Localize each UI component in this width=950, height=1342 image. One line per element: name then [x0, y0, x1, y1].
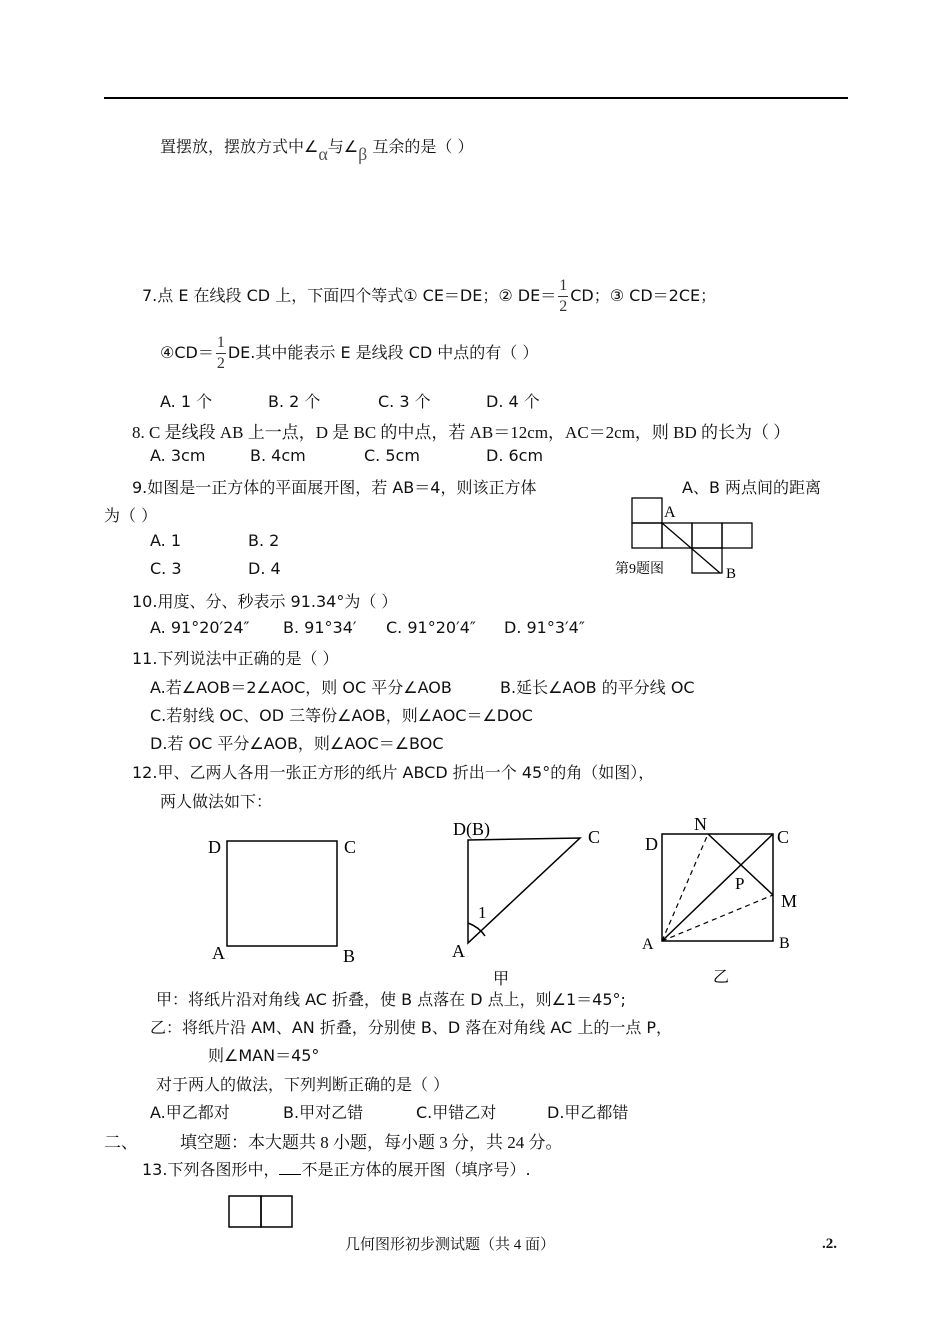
jia-label-a: A — [452, 941, 465, 961]
yi-dashed-an — [662, 834, 708, 941]
q7-option-d: D. 4 个 — [486, 392, 540, 411]
net-square-4 — [722, 523, 752, 548]
q9-option-b: B. 2 — [248, 531, 280, 550]
q8-option-c: C. 5cm — [364, 446, 420, 465]
q6-text-post: 互余的是（ ） — [367, 137, 474, 156]
q12-option-c: C.甲错乙对 — [416, 1103, 497, 1122]
q12-line1: 12.甲、乙两人各用一张正方形的纸片 ABCD 折出一个 45°的角（如图）， — [132, 763, 655, 782]
q12-jia-method: 甲：将纸片沿对角线 AC 折叠，使 B 点落在 D 点上，则∠1＝45°; — [156, 990, 626, 1009]
frac-num: 1 — [216, 334, 225, 351]
yi-dashed-am — [662, 895, 773, 941]
q12-yi-method-1: 乙：将纸片沿 AM、AN 折叠，分别使 B、D 落在对角线 AC 上的一点 P， — [150, 1018, 673, 1037]
yi-label-a: A — [642, 936, 654, 953]
yi-caption: 乙 — [713, 969, 730, 986]
q13-text — [142, 1157, 531, 1180]
q12-yi-figure — [636, 812, 812, 986]
q7-fraction-2 — [216, 335, 226, 372]
q13-square-1 — [229, 1196, 261, 1227]
frac-den: 2 — [559, 298, 568, 315]
q12-option-a: A.甲乙都对 — [150, 1103, 230, 1122]
q12-yi-method-2: 则∠MAN＝45° — [208, 1046, 320, 1065]
q9-figure-caption: 第9题图 — [615, 562, 664, 577]
yi-label-d: D — [645, 834, 658, 854]
q9-option-a: A. 1 — [150, 531, 182, 550]
yi-label-m: M — [781, 891, 798, 911]
frac-num: 1 — [559, 277, 568, 294]
q13-text-post: 不是正方体的展开图（填序号）. — [301, 1160, 531, 1179]
section2-number: 二、 — [104, 1133, 138, 1152]
square-label-c: C — [344, 837, 357, 857]
q7-line2-post: DE.其中能表示 E 是线段 CD 中点的有（ ） — [227, 343, 539, 362]
q6-text-mid: 与∠ — [327, 137, 359, 156]
q7-option-b: B. 2 个 — [268, 392, 321, 411]
net-square-bottom — [692, 548, 722, 573]
q8-option-b: B. 4cm — [250, 446, 306, 465]
q13-answer-blank — [279, 1160, 301, 1175]
q12-line2: 两人做法如下： — [160, 792, 273, 811]
q13-text-pre: 13.下列各图形中， — [142, 1160, 280, 1179]
q11-text: 11.下列说法中正确的是（ ） — [132, 649, 339, 668]
q9-line1-right: A、B 两点间的距离 — [682, 478, 822, 497]
q9-cube-net-figure — [612, 494, 762, 582]
jia-folded-triangle — [468, 838, 580, 943]
q12-jia-figure — [448, 812, 618, 988]
q10-option-c: C. 91°20′4″ — [386, 618, 476, 637]
q7-line2 — [160, 335, 538, 372]
q9-option-d: D. 4 — [248, 559, 281, 578]
jia-caption: 甲 — [493, 971, 510, 988]
q7-line1-post: CD；③ CD＝2CE； — [570, 286, 717, 305]
footer-title: 几何图形初步测试题（共 4 面） — [345, 1237, 556, 1253]
q9-line2: 为（ ） — [104, 506, 158, 525]
q12-option-b: B.甲对乙错 — [283, 1103, 364, 1122]
q10-text: 10.用度、分、秒表示 91.34°为（ ） — [132, 592, 398, 611]
alpha-symbol: α — [318, 144, 328, 164]
q11-option-b: B.延长∠AOB 的平分线 OC — [500, 678, 695, 697]
q7-option-c: C. 3 个 — [378, 392, 431, 411]
square-label-d: D — [208, 837, 221, 857]
jia-label-c: C — [588, 827, 601, 847]
square-label-b: B — [343, 946, 356, 966]
q13-square-2 — [261, 1196, 292, 1227]
yi-label-p: P — [735, 874, 745, 893]
q12-square-figure — [200, 826, 375, 968]
yi-diagonal-ac — [662, 834, 773, 941]
net-square-3 — [692, 523, 722, 548]
q6-continuation — [160, 134, 474, 164]
frac-den: 2 — [216, 355, 225, 372]
q7-option-a: A. 1 个 — [160, 392, 213, 411]
yi-label-b: B — [779, 935, 790, 952]
jia-label-angle-1: 1 — [478, 903, 487, 922]
q6-text-pre: 置摆放，摆放方式中∠ — [160, 137, 319, 156]
beta-symbol: β — [358, 144, 368, 164]
q12-judge-question: 对于两人的做法，下列判断正确的是（ ） — [156, 1075, 450, 1094]
q7-line1 — [142, 278, 716, 315]
yi-label-n: N — [694, 814, 707, 834]
yi-label-c: C — [777, 827, 790, 847]
section2-heading: 填空题：本大题共 8 小题，每小题 3 分，共 24 分。 — [180, 1133, 563, 1152]
q10-option-a: A. 91°20′24″ — [150, 618, 250, 637]
q11-option-d: D.若 OC 平分∠AOB，则∠AOC＝∠BOC — [150, 734, 444, 753]
q10-option-d: D. 91°3′4″ — [504, 618, 585, 637]
square-abcd — [227, 841, 337, 946]
net-label-b: B — [726, 566, 737, 582]
q13-net-figure — [228, 1195, 296, 1229]
q12-option-d: D.甲乙都错 — [547, 1103, 629, 1122]
net-square-top — [632, 498, 662, 523]
header-rule — [104, 97, 848, 99]
square-label-a: A — [212, 943, 225, 963]
net-label-a: A — [664, 504, 676, 521]
q8-text: 8. C 是线段 AB 上一点，D 是 BC 的中点，若 AB＝12cm，AC＝2cm，则 BD 的长为（ ） — [132, 423, 791, 442]
q9-option-c: C. 3 — [150, 559, 182, 578]
q11-option-c: C.若射线 OC、OD 三等份∠AOB，则∠AOC＝∠DOC — [150, 706, 533, 725]
q11-option-a: A.若∠AOB＝2∠AOC，则 OC 平分∠AOB — [150, 678, 452, 697]
jia-label-db: D(B) — [453, 819, 490, 839]
q9-line1: 9.如图是一正方体的平面展开图，若 AB＝4，则该正方体 — [132, 478, 537, 497]
q7-fraction-1 — [558, 278, 568, 315]
q7-line1-pre: 7.点 E 在线段 CD 上，下面四个等式① CE＝DE；② DE＝ — [142, 286, 557, 305]
net-square-1 — [632, 523, 662, 548]
q7-line2-pre: ④CD＝ — [160, 343, 214, 362]
q8-option-a: A. 3cm — [150, 446, 206, 465]
q10-option-b: B. 91°34′ — [283, 618, 357, 637]
q8-option-d: D. 6cm — [486, 446, 544, 465]
footer-page-number: .2. — [822, 1236, 837, 1252]
